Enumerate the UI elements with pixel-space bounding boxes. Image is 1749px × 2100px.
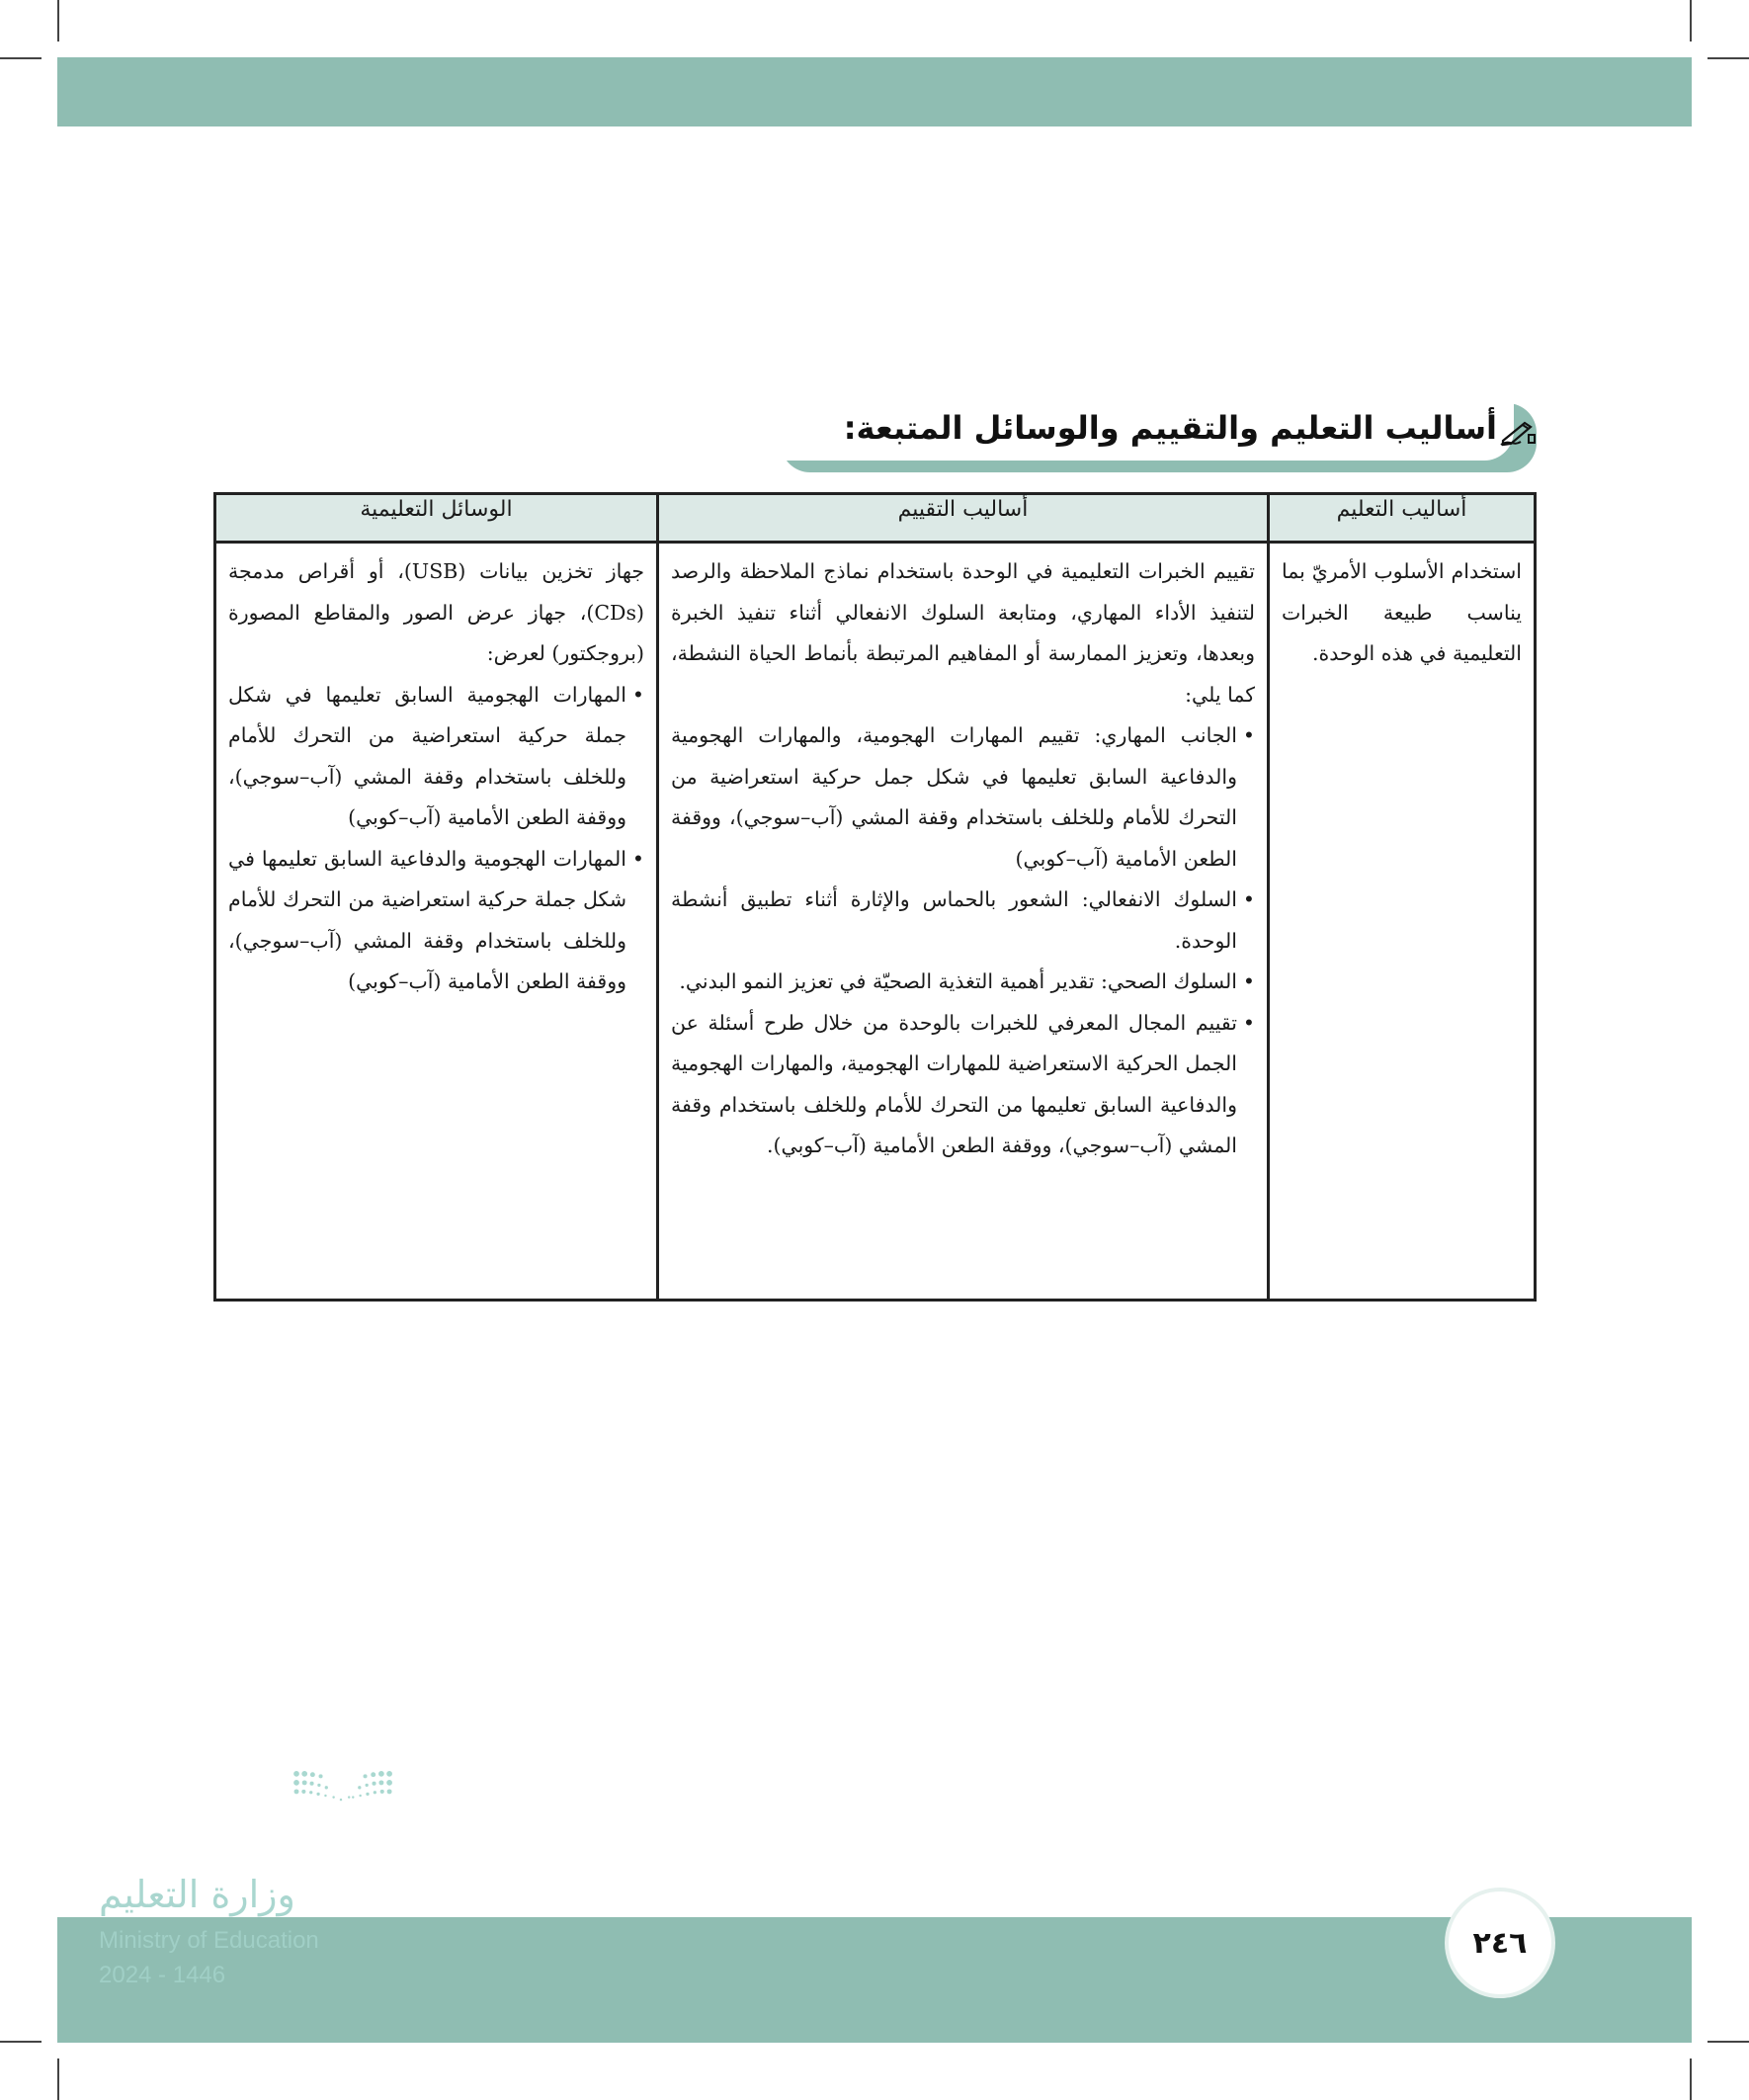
crop-mark xyxy=(0,57,42,59)
list-item: • المهارات الهجومية السابق تعليمها في شكل جملة حركية استعراضية من التحرك للأمام وللخلف باستخدام وقفة المشي (آب–سوجي)، ووقفة الطعن الأمامية (آب–كوبي) xyxy=(228,675,644,839)
page-number-badge xyxy=(1445,1888,1555,1998)
cell-media xyxy=(215,543,658,1301)
ministry-year: 2024 - 1446 xyxy=(99,1962,226,1988)
header-media: الوسائل التعليمية xyxy=(215,494,658,543)
ministry-name-en: Ministry of Education xyxy=(99,1927,319,1954)
cell-teaching xyxy=(1269,543,1536,1301)
table-header-row xyxy=(215,494,1536,543)
crop-mark xyxy=(1707,57,1749,59)
list-item: • الجانب المهاري: تقييم المهارات الهجومية، والمهارات الهجومية والدفاعية السابق تعليمها في شكل جمل حركية استعراضية من التحرك للأمام وللخلف باستخدام وقفة المشي (آب–سوجي)، ووقفة الطعن الأمامية (آب–كوبي) xyxy=(671,715,1255,880)
pen-writing-icon xyxy=(1499,417,1537,447)
methods-table xyxy=(213,492,1537,1302)
cell-assessment xyxy=(658,543,1269,1301)
header-assessment: أساليب التقييم xyxy=(658,494,1269,543)
media-intro: جهاز تخزين بيانات (USB)، أو أقراص مدمجة (CDs)، جهاز عرض الصور والمقاطع المصورة (بروجكتور) لعرض: xyxy=(228,559,644,665)
crop-mark xyxy=(1707,2041,1749,2043)
crop-mark xyxy=(0,2041,42,2043)
crop-mark xyxy=(57,0,59,42)
media-list xyxy=(228,675,644,1003)
table-row xyxy=(215,543,1536,1301)
list-item: • تقييم المجال المعرفي للخبرات بالوحدة من خلال طرح أسئلة عن الجمل الحركية الاستعراضية للمهارات الهجومية، والمهارات الهجومية والدفاعية السابق تعليمها من التحرك للأمام وللخلف باستخدام وقفة المشي (آب–سوجي)، ووقفة الطعن الأمامية (آب–كوبي). xyxy=(671,1003,1255,1167)
ministry-name-ar: وزارة التعليم xyxy=(99,1873,295,1916)
list-item: • السلوك الصحي: تقدير أهمية التغذية الصحيّة في تعزيز النمو البدني. xyxy=(671,962,1255,1003)
header-teaching: أساليب التعليم xyxy=(1269,494,1536,543)
section-title-box xyxy=(781,403,1537,472)
assessment-intro: تقييم الخبرات التعليمية في الوحدة باستخدام نماذج الملاحظة والرصد لتنفيذ الأداء المهاري، ومتابعة السلوك الانفعالي أثناء تنفيذ الخبرة وبعدها، وتعزيز الممارسة أو المفاهيم المرتبطة بأنماط الحياة النشطة، كما يلي: xyxy=(671,559,1255,707)
teaching-text: استخدام الأسلوب الأمريّ بما يناسب طبيعة الخبرات التعليمية في هذه الوحدة. xyxy=(1282,559,1522,665)
crop-mark xyxy=(1690,2058,1692,2100)
assessment-list xyxy=(671,715,1255,1167)
list-item: • السلوك الانفعالي: الشعور بالحماس والإثارة أثناء تطبيق أنشطة الوحدة. xyxy=(671,880,1255,962)
ministry-logo-icon xyxy=(208,1769,474,1858)
page-number: ٢٤٦ xyxy=(1472,1925,1528,1961)
crop-mark xyxy=(57,2058,59,2100)
list-item: • المهارات الهجومية والدفاعية السابق تعليمها في شكل جملة حركية استعراضية من التحرك للأمام وللخلف باستخدام وقفة المشي (آب–سوجي)، ووقفة الطعن الأمامية (آب–كوبي) xyxy=(228,839,644,1003)
section-title: أساليب التعليم والتقييم والوسائل المتبعة: xyxy=(843,409,1497,447)
crop-mark xyxy=(1690,0,1692,42)
header-band xyxy=(57,57,1692,126)
